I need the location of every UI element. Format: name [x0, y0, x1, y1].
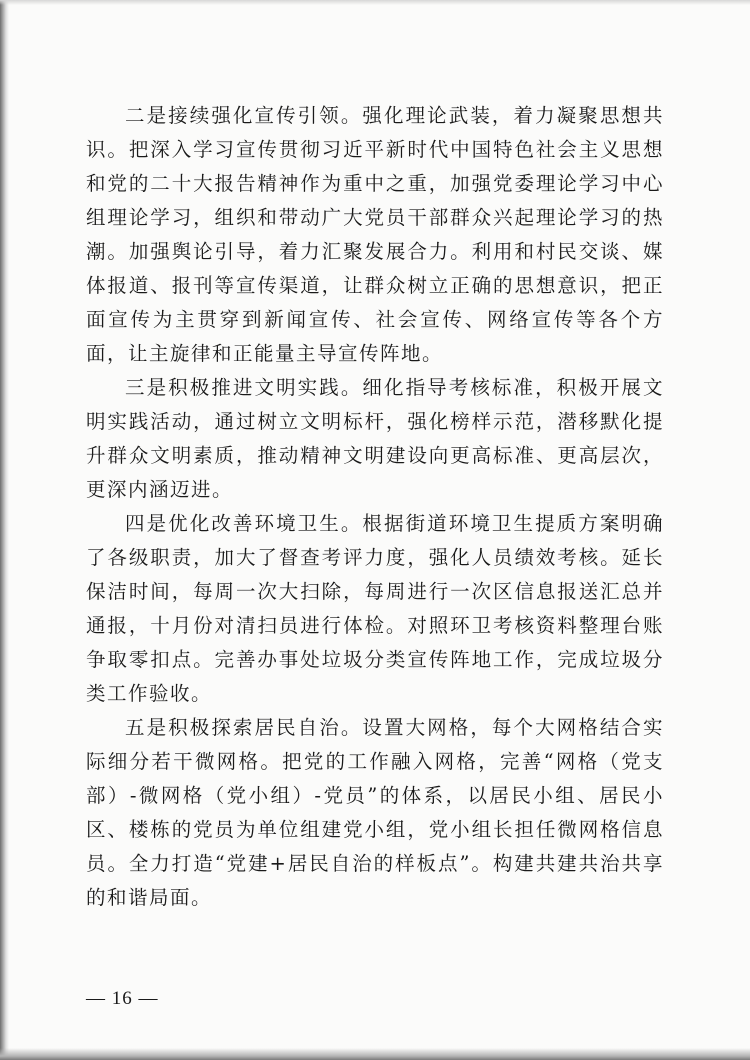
document-body — [86, 99, 664, 915]
scan-edge-bottom — [0, 1048, 750, 1060]
paragraph-civilization-practice: 三是积极推进文明实践。细化指导考核标准，积极开展文明实践活动，通过树立文明标杆，强化榜样示范，潜移默化提升群众文明素质，推动精神文明建设向更高标准、更高层次，更深内涵迈进。 — [86, 376, 664, 501]
scan-edge-left — [0, 0, 9, 1060]
paragraph-environmental-sanitation: 四是优化改善环境卫生。根据街道环境卫生提质方案明确了各级职责，加大了督查考评力度，强化人员绩效考核。延长保洁时间，每周一次大扫除，每周进行一次区信息报送汇总并通报，十月份对清扫员进行体检。对照环卫考核资料整理台账争取零扣点。完善办事处垃圾分类宣传阵地工作，完成垃圾分类工作验收。 — [86, 512, 664, 705]
scan-edge-top — [0, 0, 750, 5]
page-number: — 16 — — [86, 988, 159, 1009]
paragraph-resident-autonomy: 五是积极探索居民自治。设置大网格，每个大网格结合实际细分若干微网格。把党的工作融入网格，完善“网格（党支部）-微网格（党小组）-党员”的体系，以居民小组、居民小区、楼栋的党员为单位组建党小组，党小组长担任微网格信息员。全力打造“党建+居民自治的样板点”。构建共建共治共享的和谐局面。 — [86, 716, 664, 909]
paragraph-publicity-guidance: 二是接续强化宣传引领。强化理论武装，着力凝聚思想共识。把深入学习宣传贯彻习近平新时代中国特色社会主义思想和党的二十大报告精神作为重中之重，加强党委理论学习中心组理论学习，组织和带动广大党员干部群众兴起理论学习的热潮。加强舆论引导，着力汇聚发展合力。利用和村民交谈、媒体报道、报刊等宣传渠道，让群众树立正确的思想意识，把正面宣传为主贯穿到新闻宣传、社会宣传、网络宣传等各个方面，让主旋律和正能量主导宣传阵地。 — [86, 104, 664, 365]
